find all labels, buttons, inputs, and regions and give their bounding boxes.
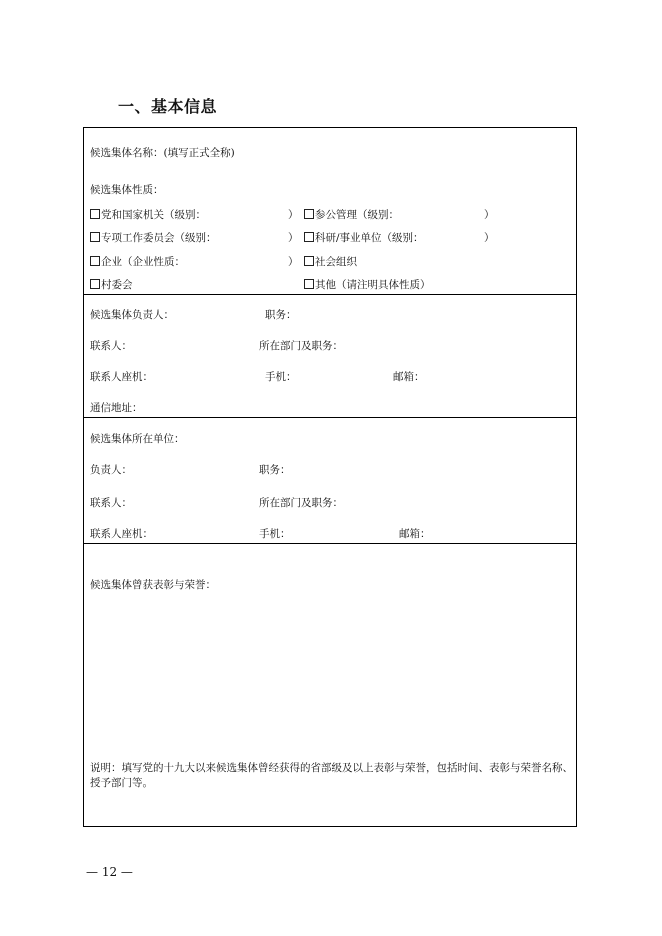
option-close-paren: ） [484,209,495,221]
unit-landline-label: 联系人座机： [90,528,153,540]
collective-name-label: 候选集体名称：(填写正式全称) [90,147,235,159]
unit-contact-label: 联系人： [90,497,132,509]
option-other[interactable]: 其他（请注明具体性质） [304,278,431,292]
section-heading: 一、基本信息 [118,97,218,116]
option-special-committee[interactable]: 专项工作委员会（级别： [90,231,217,245]
option-enterprise[interactable]: 企业（企业性质： [90,255,185,269]
option-party-state-organ[interactable]: 党和国家机关（级别： [90,208,206,222]
option-research-institution[interactable]: 科研/事业单位（级别： [304,231,424,245]
unit-position-label: 职务： [259,464,291,476]
unit-dept-position-label: 所在部门及职务： [259,497,343,509]
checkbox-icon [90,232,100,242]
dept-position-label: 所在部门及职务： [259,340,343,352]
mobile-label: 手机： [265,371,297,383]
address-label: 通信地址： [90,402,143,414]
section-divider [84,294,576,295]
checkbox-icon [90,209,100,219]
landline-label: 联系人座机： [90,371,153,383]
option-civil-service-managed[interactable]: 参公管理（级别： [304,208,399,222]
option-close-paren: ） [288,232,299,244]
option-social-organization[interactable]: 社会组织 [304,255,357,269]
collective-nature-label: 候选集体性质： [90,184,164,196]
unit-leader-label: 负责人： [90,464,132,476]
basic-info-form [83,127,577,827]
option-close-paren: ） [288,209,299,221]
unit-mobile-label: 手机： [259,528,291,540]
option-close-paren: ） [288,256,299,268]
option-close-paren: ） [484,232,495,244]
checkbox-icon [90,279,100,289]
unit-email-label: 邮箱： [399,528,431,540]
checkbox-icon [90,256,100,266]
option-village-committee[interactable]: 村委会 [90,278,133,292]
section-divider [84,417,576,418]
unit-label: 候选集体所在单位： [90,433,185,445]
contact-label: 联系人： [90,340,132,352]
checkbox-icon [304,209,314,219]
leader-label: 候选集体负责人： [90,309,174,321]
page-number: — 12 — [86,865,133,879]
email-label: 邮箱： [393,371,425,383]
checkbox-icon [304,256,314,266]
checkbox-icon [304,232,314,242]
honors-note: 说明：填写党的十九大以来候选集体曾经获得的省部级及以上表彰与荣誉，包括时间、表彰与荣誉名称、授予部门等。 [90,762,573,789]
section-divider [84,543,576,544]
checkbox-icon [304,279,314,289]
honors-label: 候选集体曾获表彰与荣誉： [90,579,216,591]
position-label: 职务： [265,309,297,321]
